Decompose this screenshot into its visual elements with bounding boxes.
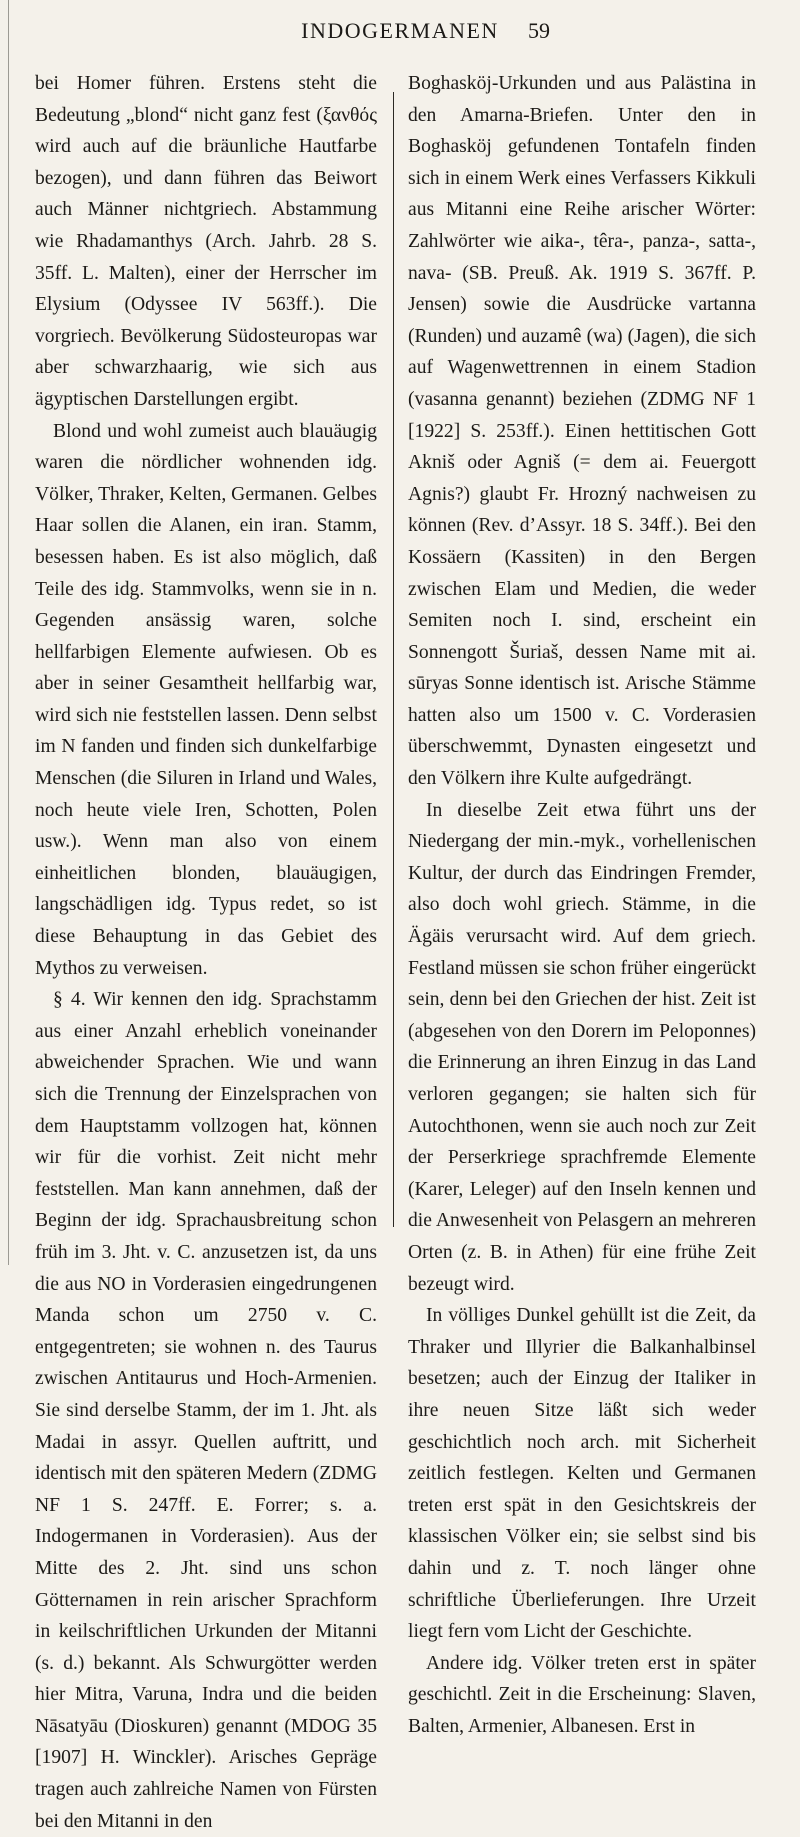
paragraph: Blond und wohl zumeist auch blauäugig waren die nördlicher wohnenden idg. Völker, Thraker, Kelten, Germanen. Gelbes Haar sollen die Alanen, ein iran. Stamm, besessen haben. Es ist also möglich, daß Teile des idg. Stammvolks, wenn sie in n. Gegenden ansässig waren, solche hellfarbigen Elemente aufwiesen. Ob es aber in seiner Gesamtheit hellfarbig war, wird sich nie feststellen lassen. Denn selbst im N fanden und finden sich dunkelfarbige Menschen (die Siluren in Irland und Wales, noch heute viele Iren, Schotten, Polen usw.). Wenn man also von einem einheitlichen blonden, blauäugigen, langschädligen idg. Typus redet, so ist diese Behauptung in das Gebiet des Mythos zu verweisen.	[35, 420, 377, 979]
paragraph: Boghasköj-Urkunden und aus Palästina in den Amarna-Briefen. Unter den in Boghasköj gefundenen Tontafeln finden sich in einem Werk eines Verfassers Kikkuli aus Mitanni eine Reihe arischer Wörter: Zahlwörter wie aika-, têra-, panza-, satta-, nava- (SB. Preuß. Ak. 1919 S. 367ff. P. Jensen) sowie die Ausdrücke vartanna (Runden) und auzamê (wa) (Jagen), die sich auf Wagenwettrennen in einem Stadion (vasanna genannt) beziehen (ZDMG NF 1 [1922] S. 253ff.). Einen hettitischen Gott Akniš oder Agniš (= dem ai. Feuergott Agnis?) glaubt Fr. Hrozný nachweisen zu können (Rev. d’Assyr. 18 S. 34ff.). Bei den Kossäern (Kassiten) in den Bergen zwischen Elam und Medien, die weder Semiten noch I. sind, erscheint ein Sonnengott Šuriaš, dessen Name mit ai. sūryas Sonne identisch ist. Arische Stämme hatten also um 1500 v. C. Vorderasien überschwemmt, Dynasten eingesetzt und den Völkern ihre Kulte aufgedrängt.	[408, 73, 756, 790]
column-divider	[393, 92, 394, 1227]
right-column	[408, 68, 756, 1742]
paragraph: In völliges Dunkel gehüllt ist die Zeit, da Thraker und Illyrier die Balkanhalbinsel besetzen; auch der Einzug der Italiker in ihre neuen Sitze läßt sich weder geschichtlich noch arch. mit Sicherheit zeitlich festlegen. Kelten und Germanen treten erst spät in den Gesichtskreis der klassischen Völker ein; sie selbst sind bis dahin und z. T. noch länger ohne schriftliche Überlieferungen. Ihre Urzeit liegt fern vom Licht der Geschichte.	[408, 1305, 756, 1643]
paragraph: In dieselbe Zeit etwa führt uns der Niedergang der min.-myk., vorhellenischen Kultur, der durch das Eindringen Fremder, also doch wohl griech. Stämme, in die Ägäis verursacht wird. Auf dem griech. Festland müssen sie schon früher eingerückt sein, denn bei den Griechen der hist. Zeit ist (abgesehen von den Dorern im Peloponnes) die Erinnerung an ihren Einzug in das Land verloren gegangen; sie halten sich für Autochthonen, wenn sie auch noch zur Zeit der Perserkriege sprachfremde Elemente (Karer, Leleger) auf den Inseln kennen und die Anwesenheit von Pelasgern an mehreren Orten (z. B. in Athen) für eine frühe Zeit bezeugt wird.	[408, 799, 756, 1295]
binding-edge-line	[8, 0, 9, 1265]
page-number: 59	[528, 18, 550, 43]
paragraph: § 4. Wir kennen den idg. Sprachstamm aus einer Anzahl erheblich voneinander abweichender Sprachen. Wie und wann sich die Trennung der Einzelsprachen von dem Hauptstamm vollzogen hat, können wir für die vorhist. Zeit nicht mehr feststellen. Man kann annehmen, daß der Beginn der idg. Sprachausbreitung schon früh im 3. Jht. v. C. anzusetzen ist, da uns die aus NO in Vorderasien eingedrungenen Manda schon um 2750 v. C. entgegentreten; sie wohnen n. des Taurus zwischen Antitaurus und Hoch-Armenien. Sie sind derselbe Stamm, der im 1. Jht. als Madai in assyr. Quellen auftritt, und identisch mit den späteren Medern (ZDMG NF 1 S. 247ff. E. Forrer; s. a. Indogermanen in Vorderasien). Aus der Mitte des 2. Jht. sind uns schon Götternamen in rein arischer Sprachform in keilschriftlichen Urkunden der Mitanni (s. d.) bekannt. Als Schwurgötter werden hier Mitra, Varuna, Indra und die beiden Nāsatyāu (Dioskuren) genannt (MDOG 35 [1907] H. Winckler). Arisches Gepräge tragen auch zahlreiche Namen von Fürsten bei den Mitanni in den	[35, 989, 377, 1832]
paragraph: Andere idg. Völker treten erst in später geschichtl. Zeit in die Erscheinung: Slaven, Balten, Armenier, Albanesen. Erst in	[408, 1652, 756, 1737]
running-title: INDOGERMANEN	[301, 18, 499, 43]
running-header	[0, 18, 800, 58]
paragraph: bei Homer führen. Erstens steht die Bedeutung „blond“ nicht ganz fest (ξανθός wird auch auf die bräunliche Hautfarbe bezogen), und dann führen das Beiwort auch Männer nichtgriech. Abstammung wie Rhadamanthys (Arch. Jahrb. 28 S. 35ff. L. Malten), einer der Herrscher im Elysium (Odyssee IV 563ff.). Die vorgriech. Bevölkerung Südosteuropas war aber schwarzhaarig, wie sich aus ägyptischen Darstellungen ergibt.	[35, 73, 377, 410]
left-column	[35, 68, 377, 1837]
